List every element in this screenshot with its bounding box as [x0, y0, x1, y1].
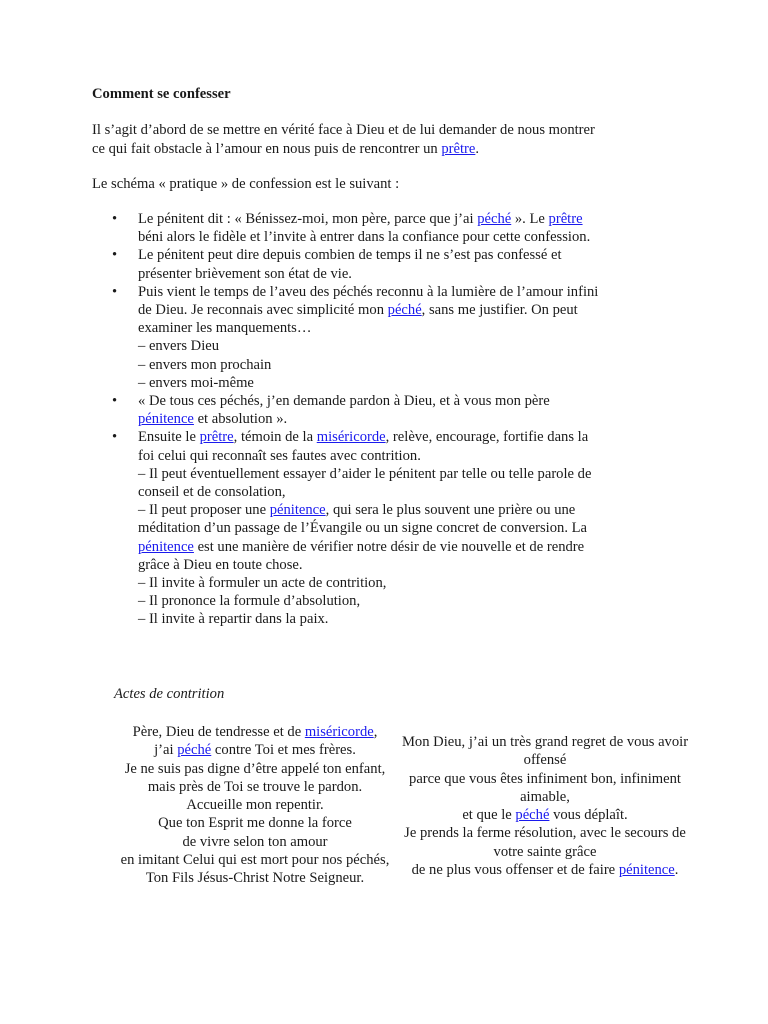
link-penitence[interactable]: pénitence [138, 411, 194, 428]
prayer-line: offensé [523, 752, 567, 769]
step-text: est une manière de vérifier notre désir de vie nouvelle et de rendre [193, 538, 585, 555]
step-line: – envers moi-même [138, 374, 254, 391]
step-line: Puis vient le temps de l’aveu des péchés reconnu à la lumière de l’amour infini [138, 283, 599, 300]
prayer-line [380, 806, 710, 824]
link-peche[interactable]: péché [387, 302, 422, 319]
prayer-text: contre Toi et mes frères. [211, 742, 356, 759]
step-line: béni alors le fidèle et l’invite à entrer dans la confiance pour cette confession. [138, 229, 591, 246]
prayer-line: mais près de Toi se trouve le pardon. [147, 778, 363, 795]
prayer-line: Accueille mon repentir. [186, 797, 324, 814]
list-item [92, 246, 672, 282]
step-line: grâce à Dieu en toute chose. [138, 556, 303, 573]
step-line [138, 538, 672, 556]
prayer-text: vous déplaît. [549, 807, 628, 824]
step-line: examiner les manquements… [138, 320, 312, 337]
bullet-icon: • [112, 247, 118, 264]
step-line: – envers mon prochain [138, 356, 272, 373]
step-line: – Il prononce la formule d’absolution, [138, 593, 361, 610]
link-peche[interactable]: péché [515, 807, 550, 824]
prayer-line: en imitant Celui qui est mort pour nos péchés, [120, 852, 390, 869]
bullet-icon: • [112, 393, 118, 410]
prayer-line: aimable, [520, 788, 570, 805]
step-line: Le pénitent peut dire depuis combien de temps il ne s’est pas confessé et [138, 247, 562, 264]
intro-line-2 [92, 140, 682, 159]
confession-steps-list [92, 210, 672, 629]
step-line [138, 410, 672, 428]
prayer-text: et que le [462, 807, 516, 824]
list-item [92, 210, 672, 246]
prayer-right [380, 733, 710, 879]
prayer-text: , [373, 724, 378, 740]
step-line: – Il peut éventuellement essayer d’aider le pénitent par telle ou telle parole de [138, 465, 592, 482]
link-pretre[interactable]: prêtre [199, 429, 234, 446]
link-pretre[interactable]: prêtre [441, 140, 476, 157]
step-line: foi celui qui reconnaît ses fautes avec contrition. [138, 447, 421, 464]
step-text: et absolution ». [193, 411, 288, 428]
intro-text: ce qui fait obstacle à l’amour en nous puis de rencontrer un [92, 140, 442, 157]
link-misericorde[interactable]: miséricorde [304, 724, 374, 740]
list-item [92, 428, 672, 628]
schema-intro: Le schéma « pratique » de confession est le suivant : [92, 176, 400, 192]
prayer-line [380, 861, 710, 879]
prayer-text: de ne plus vous offenser et de faire [411, 862, 619, 879]
prayer-line: Mon Dieu, j’ai un très grand regret de vous avoir [401, 734, 689, 750]
prayer-line: Ton Fils Jésus-Christ Notre Seigneur. [145, 870, 365, 887]
link-pretre[interactable]: prêtre [548, 211, 583, 227]
list-item [92, 283, 672, 392]
step-line [138, 301, 672, 319]
step-text: , qui sera le plus souvent une prière ou une [325, 502, 576, 519]
step-text: Ensuite le [138, 429, 200, 446]
intro-text-end: . [475, 140, 480, 157]
link-peche[interactable]: péché [177, 742, 212, 759]
intro-line-1: Il s’agit d’abord de se mettre en vérité face à Dieu et de lui demander de nous montrer [92, 122, 595, 138]
prayer-text: j’ai [154, 742, 178, 759]
step-text: , témoin de la [233, 429, 317, 446]
step-line: – envers Dieu [138, 338, 220, 355]
prayer-line: Que ton Esprit me donne la force [158, 815, 352, 832]
list-item [92, 392, 672, 428]
link-misericorde[interactable]: miséricorde [316, 429, 386, 446]
step-text: Le pénitent dit : « Bénissez-moi, mon père, parce que j’ai [138, 211, 478, 227]
bullet-icon: • [112, 283, 118, 300]
prayer-line: parce que vous êtes infiniment bon, infiniment [409, 770, 681, 787]
bullet-icon: • [112, 211, 118, 227]
bullet-icon: • [112, 429, 118, 446]
document-title: Comment se confesser [92, 86, 231, 102]
step-line: méditation d’un passage de l’Évangile ou un signe concret de conversion. La [138, 520, 588, 537]
link-penitence[interactable]: pénitence [618, 862, 675, 879]
step-text: , sans me justifier. On peut [421, 302, 578, 319]
prayer-line: Je ne suis pas digne d’être appelé ton enfant, [124, 760, 386, 777]
prayer-line: de vivre selon ton amour [182, 833, 328, 850]
prayer-text: Père, Dieu de tendresse et de [132, 724, 305, 740]
contrition-subtitle: Actes de contrition [114, 686, 225, 702]
link-penitence[interactable]: pénitence [138, 538, 194, 555]
prayer-line: votre sainte grâce [493, 843, 597, 860]
intro-paragraph [92, 121, 682, 158]
step-text: – Il peut proposer une [138, 502, 270, 519]
step-line [138, 210, 672, 228]
link-peche[interactable]: péché [477, 211, 512, 227]
step-text: de Dieu. Je reconnais avec simplicité mon [138, 302, 388, 319]
prayer-text: . [674, 862, 679, 879]
step-line [138, 501, 672, 519]
step-line: présenter brièvement son état de vie. [138, 265, 352, 282]
link-penitence[interactable]: pénitence [269, 502, 326, 519]
prayer-line: Je prends la ferme résolution, avec le secours de [404, 825, 686, 842]
step-line: « De tous ces péchés, j’en demande pardon à Dieu, et à vous mon père [138, 393, 550, 410]
step-line: – Il invite à repartir dans la paix. [138, 611, 329, 628]
step-text: , relève, encourage, fortifie dans la [385, 429, 589, 446]
step-line: – Il invite à formuler un acte de contrition, [138, 575, 387, 592]
step-line: conseil et de consolation, [138, 484, 286, 501]
step-line [138, 428, 672, 446]
step-text: ». Le [511, 211, 549, 227]
